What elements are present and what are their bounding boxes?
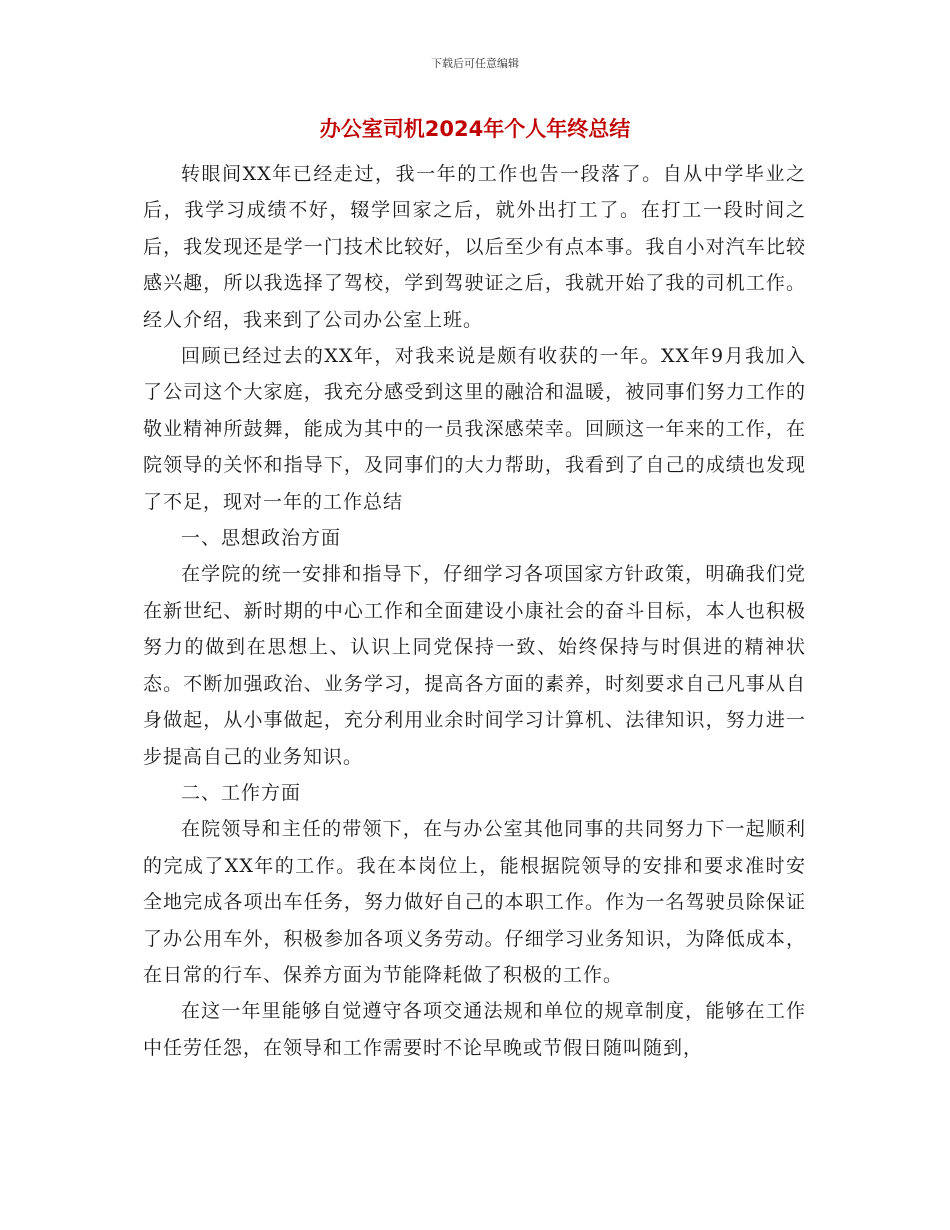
paragraph-intro: 转眼间XX年已经走过，我一年的工作也告一段落了。自从中学毕业之后，我学习成绩不好，辍学回家之后，就外出打工了。在打工一段时间之后，我发现还是学一门技术比较好，以后至少有点本事。我自小对汽车比较感兴趣，所以我选择了驾校，学到驾驶证之后，我就开始了我的司机工作。经人介绍，我来到了公司办公室上班。 xyxy=(143,163,806,331)
paragraph-work: 在院领导和主任的带领下，在与办公室其他同事的共同努力下一起顺利的完成了XX年的工作。我在本岗位上，能根据院领导的安排和要求准时安全地完成各项出车任务，努力做好自己的本职工作。作为一名驾驶员除保证了办公用车外，积极参加各项义务劳动。仔细学习业务知识，为降低成本，在日常的行车、保养方面为节能降耗做了积极的工作。 xyxy=(143,818,806,986)
paragraph-discipline: 在这一年里能够自觉遵守各项交通法规和单位的规章制度，能够在工作中任劳任怨，在领导和工作需要时不论早晚或节假日随叫随到， xyxy=(143,1000,806,1059)
paragraph-ideology: 在学院的统一安排和指导下，仔细学习各项国家方针政策，明确我们党在新世纪、新时期的中心工作和全面建设小康社会的奋斗目标，本人也积极努力的做到在思想上、认识上同党保持一致、始终保持与时俱进的精神状态。不断加强政治、业务学习，提高各方面的素养，时刻要求自己凡事从自身做起，从小事做起，充分利用业余时间学习计算机、法律知识，努力进一步提高自己的业务知识。 xyxy=(143,563,806,768)
section-heading-ideology: 一、思想政治方面 xyxy=(181,527,342,550)
header-note: 下载后可任意编辑 xyxy=(431,57,519,70)
document-body xyxy=(143,156,806,1066)
paragraph-review: 回顾已经过去的XX年，对我来说是颇有收获的一年。XX年9月我加入了公司这个大家庭，我充分感受到这里的融洽和温暖，被同事们努力工作的敬业精神所鼓舞，能成为其中的一员我深感荣幸。回顾这一年来的工作，在院领导的关怀和指导下，及同事们的大力帮助，我看到了自己的成绩也发现了不足，现对一年的工作总结 xyxy=(143,345,806,513)
section-heading-work: 二、工作方面 xyxy=(181,781,302,804)
document-title: 办公室司机2024年个人年终总结 xyxy=(319,117,631,141)
